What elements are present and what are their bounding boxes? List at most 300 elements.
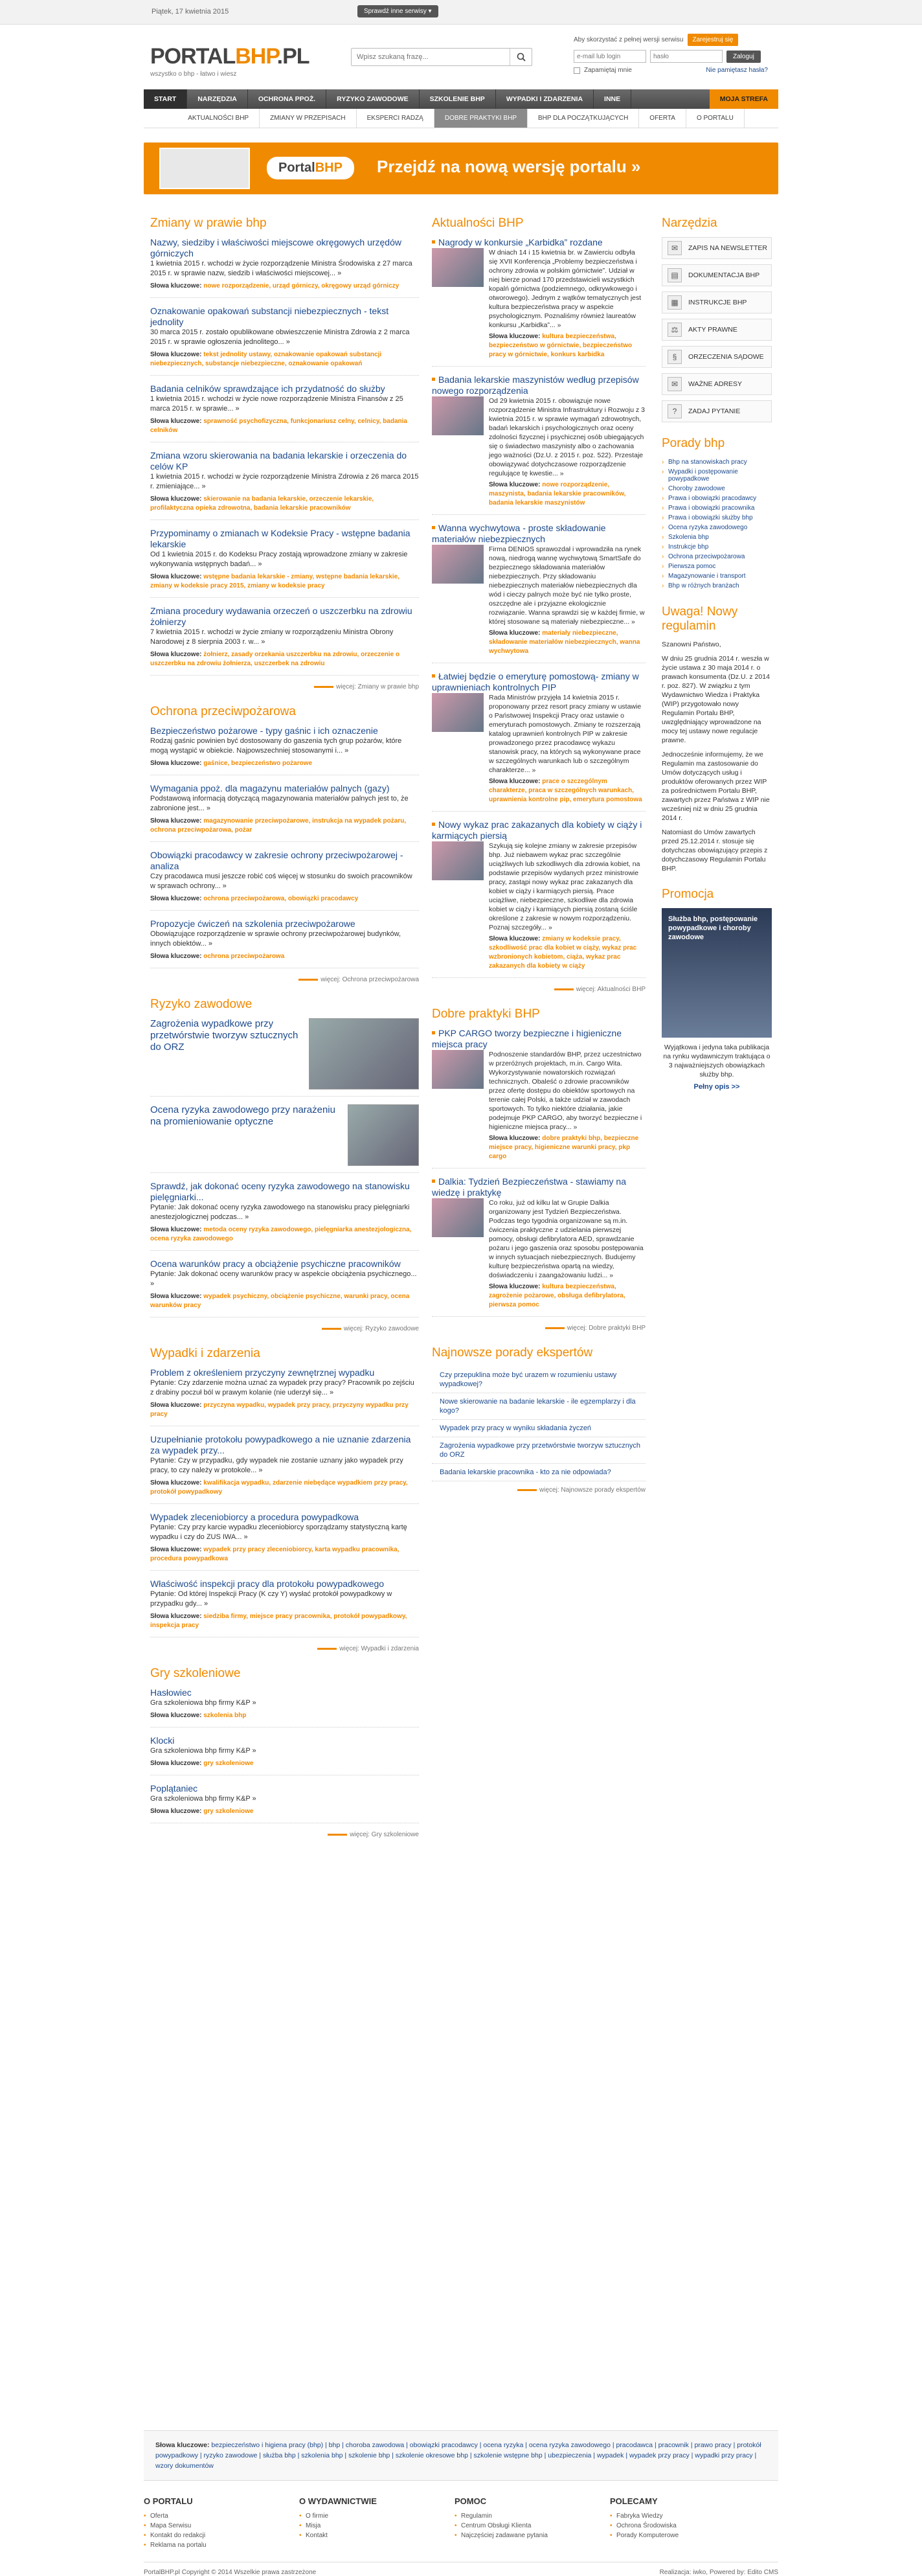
keywords-label: Słowa kluczowe: bbox=[150, 351, 204, 358]
search-input[interactable] bbox=[352, 49, 507, 65]
article-lead: Szykują się kolejne zmiany w zakresie przepisów bhp. Już niebawem wykaz prac szczególnie uciążliwych lub szkodliwych dla zdrowia kobiet, na podstawie przepisów wydanych przez ministrowie pracy, zastąpi nowy wykaz prac zakazanych dla kobiet w ciąży i karmiących piersią. Prace uciążliwe, niebezpieczne, szkodliwe dla zdrowia kobiet w ciąży i karmiących piersią zostaną ściśle określone z zakresie w nowym rozporządzeniu. Poznaj szczegóły... bbox=[489, 842, 640, 931]
tool-button[interactable] bbox=[662, 237, 772, 259]
more-bar bbox=[517, 1489, 537, 1491]
keywords-label: Słowa kluczowe: bbox=[489, 630, 543, 637]
footer-link[interactable]: • O firmie bbox=[299, 2511, 435, 2521]
keywords-values[interactable]: wypadek przy pracy zleceniobiorcy, karta wypadku pracownika, procedura powypadkowa bbox=[150, 1546, 399, 1562]
nav-wypadki[interactable]: WYPADKI I ZDARZENIA bbox=[496, 89, 594, 109]
article-title[interactable]: Zmiana procedury wydawania orzeczeń o uszczerbku na zdrowiu żołnierzy bbox=[150, 606, 412, 627]
more-bar bbox=[322, 1328, 341, 1330]
article bbox=[150, 1434, 419, 1504]
article-thumbnail[interactable] bbox=[432, 841, 484, 880]
expert-advice-item[interactable]: Nowe skierowanie na badanie lekarskie - ile egzemplarzy i dla kogo? bbox=[432, 1393, 646, 1420]
article bbox=[150, 528, 419, 598]
subnav-eksperci[interactable]: EKSPERCI RADZĄ bbox=[357, 109, 434, 128]
keywords-values[interactable]: nowe rozporządzenie, urząd górniczy, okręgowy urząd górniczy bbox=[203, 282, 399, 290]
footer-link[interactable]: • Najczęściej zadawane pytania bbox=[455, 2531, 590, 2540]
keywords-label: Słowa kluczowe: bbox=[489, 333, 543, 340]
footer-heading: POMOC bbox=[455, 2496, 487, 2506]
more-link[interactable] bbox=[150, 1325, 419, 1332]
article-lead: Firma DENIOS sprawozdał i wprowadziła na rynek nową, niedrogą wannę wychwytową SmartSafe do bezpiecznego składowania materiałów niebezpiecznych. Przy składowaniu niebezpiecznych materiałów niebezpiecznych dla wód i cieczy palnych może być nie tylko proste, oszczędne ale i przyjazne ekologicznie rozwiązanie. Wanna sprawdzi się w każdej firmie, w której stosowane są materiały niebezpieczne... bbox=[489, 545, 645, 626]
tool-label: ZAPIS NA NEWSLETTER bbox=[688, 244, 767, 252]
tool-button[interactable] bbox=[662, 291, 772, 313]
footer-link[interactable]: • Oferta bbox=[144, 2511, 280, 2521]
article-lead: W dniach 14 i 15 kwietnia br. w Zawierciu odbyła się XVII Konferencja „Problemy bezpieczeństwa i ochrony zdrowia w polskim górnictwie”. Udział w niej bierze ponad 170 przedstawicieli wszystkich kopalń górnictwa (podziemnego, odkrywkowego i otworowego). Jednym z wątków tematycznych jest kultura bezpieczeństwa pracy w aspekcie psychologicznym. Poznaliśmy również laureatów konkursu „Karbidka”... bbox=[489, 249, 642, 329]
article-keywords bbox=[150, 1292, 419, 1310]
more-arrow-icon[interactable]: » bbox=[530, 766, 536, 774]
footer-link[interactable]: • Mapa Serwisu bbox=[144, 2521, 280, 2531]
footer-heading: POLECAMY bbox=[610, 2496, 658, 2506]
article-lead: Pytanie: Jak dokonać oceny ryzyka zawodowego na stanowisku pracy pielęgniarki anestezjologicznej podczas... » bbox=[150, 1203, 410, 1221]
article-title[interactable]: Problem z określeniem przyczyny zewnętrznej wypadku bbox=[150, 1367, 375, 1378]
search-box bbox=[351, 48, 532, 66]
article-thumbnail[interactable] bbox=[432, 693, 484, 732]
article-title[interactable]: Badania celników sprawdzające ich przydatność do służby bbox=[150, 383, 385, 394]
feature-item bbox=[150, 1018, 419, 1097]
article-keywords bbox=[150, 952, 419, 961]
keywords-values[interactable]: gaśnice, bezpieczeństwo pożarowe bbox=[203, 760, 313, 767]
keywords-values[interactable]: metoda oceny ryzyka zawodowego, pielęgniarka anestezjologiczna, ocena ryzyka zawodowego bbox=[150, 1226, 412, 1242]
advice-link[interactable]: › Prawa i obowiązki pracownika bbox=[662, 503, 772, 513]
article-lead: Rodzaj gaśnic powinien być dostosowany do gaszenia tych grup pożarów, które mogą wystąpić w obiekcie. Najpowszechniej stosowanymi i... » bbox=[150, 737, 402, 755]
promo-text: Wyjątkowa i jedyna taka publikacja na rynku wydawniczym traktująca o 3 najważniejszych obowiązkach służby bhp. bbox=[663, 1043, 770, 1078]
keywords-label: Słowa kluczowe: bbox=[150, 1226, 204, 1233]
feature-title[interactable]: Ocena ryzyka zawodowego przy narażeniu na promieniowanie optyczne bbox=[150, 1104, 335, 1127]
subnav-oferta[interactable]: OFERTA bbox=[639, 109, 686, 128]
keywords-label: Słowa kluczowe: bbox=[150, 651, 204, 658]
footer-link[interactable]: • Fabryka Wiedzy bbox=[610, 2511, 746, 2521]
footer-column bbox=[144, 2496, 280, 2550]
article bbox=[150, 725, 419, 775]
article-lead: Od 1 kwietnia 2015 r. do Kodeksu Pracy zostają wprowadzone zmiany w zakresie wykonywania wstępnych badań... » bbox=[150, 551, 408, 568]
tool-button[interactable] bbox=[662, 346, 772, 368]
article-keywords bbox=[150, 573, 419, 591]
article-title[interactable]: Zmiana wzoru skierowania na badania lekarskie i orzeczenia do celów KP bbox=[150, 450, 407, 472]
footer-column bbox=[455, 2496, 590, 2550]
article-keywords bbox=[489, 481, 646, 508]
expert-advice-item[interactable]: Wypadek przy pracy w wyniku składania życzeń bbox=[432, 1420, 646, 1437]
article-keywords bbox=[150, 1711, 419, 1720]
more-link-label: więcej: Ryzyko zawodowe bbox=[343, 1325, 419, 1332]
article bbox=[150, 783, 419, 842]
keywords-label: Słowa kluczowe: bbox=[150, 573, 204, 580]
section-title: Uwaga! Nowy regulamin bbox=[662, 605, 738, 633]
keywords-label: Słowa kluczowe: bbox=[150, 895, 204, 902]
keywords-values[interactable]: dobre praktyki bhp, bezpieczne miejsce pracy, higieniczne warunki pracy, pkp cargo bbox=[489, 1135, 639, 1160]
keywords-values[interactable]: sprawność psychofizyczna, funkcjonariusz celny, celnicy, badania celników bbox=[150, 418, 407, 434]
more-arrow-icon[interactable]: » bbox=[327, 1389, 334, 1396]
nav-szkolenie[interactable]: SZKOLENIE BHP bbox=[420, 89, 496, 109]
more-link[interactable] bbox=[432, 1487, 646, 1494]
more-arrow-icon[interactable]: » bbox=[256, 560, 262, 568]
article-text bbox=[489, 396, 646, 508]
article-lead: Rada Ministrów przyjęła 14 kwietnia 2015 r. proponowany przez resort pracy zmiany w ustawie o Państwowej Inspekcji Pracy oraz ustawie o emeryturach pomostowych. Zmiany te rozszerzają katalog uprawnień kontrolnych PIP w zakresie prowadzonego przez pracodawcę wykazu stanowisk pracy, na których są wykonywane prace w szczególnych warunkach lub o szczególnym charakterze... bbox=[489, 694, 642, 774]
article bbox=[150, 1687, 419, 1727]
keywords-values[interactable]: prace o szczególnym charakterze, praca w szczególnych warunkach, uprawnienia kontrolne pip, emerytura pomostowa bbox=[489, 778, 642, 803]
nav-start[interactable]: START bbox=[144, 89, 187, 109]
tool-button[interactable] bbox=[662, 373, 772, 395]
article-title[interactable]: Klocki bbox=[150, 1735, 175, 1746]
site-logo[interactable]: PORTALBHP.PL wszystko o bhp - łatwo i wiesz bbox=[150, 44, 309, 78]
advice-link[interactable]: › Prawa i obowiązki pracodawcy bbox=[662, 494, 772, 503]
more-arrow-icon[interactable]: » bbox=[220, 882, 227, 890]
expert-advice-item[interactable]: Badania lekarskie pracownika - kto za nie odpowiada? bbox=[432, 1464, 646, 1481]
tool-button[interactable] bbox=[662, 264, 772, 286]
advice-link[interactable]: › Instrukcje bhp bbox=[662, 542, 772, 552]
advice-link[interactable]: › Prawa i obowiązki służby bhp bbox=[662, 513, 772, 523]
article-keywords bbox=[150, 1759, 419, 1768]
gavel-icon: ⚖ bbox=[668, 323, 682, 337]
article-lead: Czy pracodawca musi jeszcze robić coś więcej w stosunku do swoich pracowników w sprawach ochrony... » bbox=[150, 872, 412, 890]
article-thumbnail[interactable] bbox=[432, 248, 484, 287]
keywords-values[interactable]: nowe rozporządzenie, maszynista, badania lekarskie pracowników, badania lekarskie maszynistów bbox=[489, 481, 626, 507]
article bbox=[432, 523, 646, 663]
article bbox=[150, 1512, 419, 1571]
more-link-label: więcej: Wypadki i zdarzenia bbox=[339, 1645, 419, 1652]
article-title[interactable]: Poplątaniec bbox=[150, 1783, 198, 1794]
article-keywords bbox=[150, 417, 419, 435]
promo-book-cover[interactable] bbox=[662, 908, 772, 1038]
subnav-o-portalu[interactable]: O PORTALU bbox=[686, 109, 745, 128]
keywords-values[interactable]: wypadek psychiczny, obciążenie psychiczne, warunki pracy, ocena warunków pracy bbox=[150, 1293, 410, 1309]
article-lead: 1 kwietnia 2015 r. wchodzi w życie rozporządzenie Ministra Zdrowia z 26 marca 2015 r. zmieniające... » bbox=[150, 473, 419, 490]
footer-column bbox=[610, 2496, 746, 2550]
footer-link[interactable]: • Kontakt do redakcji bbox=[144, 2531, 280, 2540]
more-arrow-icon[interactable]: » bbox=[284, 338, 290, 346]
more-arrow-icon[interactable]: » bbox=[555, 321, 561, 329]
article-lead: Gra szkoleniowa bhp firmy K&P » bbox=[150, 1795, 256, 1803]
more-link-label: więcej: Dobre praktyki BHP bbox=[567, 1325, 646, 1332]
keywords-values[interactable]: kultura bezpieczeństwa, zagrożenie pożarowe, obsługa defibrylatora, pierwsza pomoc bbox=[489, 1283, 625, 1308]
keywords-label: Słowa kluczowe: bbox=[489, 778, 543, 785]
keywords-label: Słowa kluczowe: bbox=[150, 1712, 204, 1719]
more-link[interactable] bbox=[150, 976, 419, 983]
keywords-values[interactable]: wstępne badania lekarskie - zmiany, wstępne badania lekarskie, zmiany w kodeksie pracy 2015, zmiany w kodeksie pracy bbox=[150, 573, 399, 589]
middle-column bbox=[432, 202, 646, 1500]
article-title[interactable]: Nowy wykaz prac zakazanych dla kobiety w ciąży i karmiących piersią bbox=[432, 819, 642, 841]
document-icon: ▤ bbox=[668, 268, 682, 282]
article-keywords bbox=[150, 350, 419, 369]
more-arrow-icon[interactable]: » bbox=[243, 1213, 249, 1221]
banner-logo: PortalBHP bbox=[267, 157, 354, 179]
footer-link[interactable]: • Porady Komputerowe bbox=[610, 2531, 746, 2540]
advice-link[interactable]: › Bhp na stanowiskach pracy bbox=[662, 457, 772, 467]
keywords-label: Słowa kluczowe: bbox=[150, 1613, 204, 1620]
footer-link[interactable]: • Misja bbox=[299, 2521, 435, 2531]
advice-link[interactable]: › Bhp w różnych branżach bbox=[662, 581, 772, 591]
search-button[interactable] bbox=[510, 49, 532, 65]
keywords-label: Słowa kluczowe: bbox=[150, 817, 204, 825]
site-header bbox=[144, 25, 778, 89]
advice-link[interactable]: › Ochrona przeciwpożarowa bbox=[662, 552, 772, 562]
other-services-dropdown[interactable]: Sprawdź inne serwisy ▾ bbox=[357, 5, 438, 17]
more-link-label: więcej: Najnowsze porady ekspertów bbox=[539, 1487, 646, 1494]
article-title[interactable]: Bezpieczeństwo pożarowe - typy gaśnic i ich oznaczenie bbox=[150, 725, 378, 736]
article-lead: Co roku, już od kilku lat w Grupie Dalkia organizowany jest Tydzień Bezpieczeństwa. Podczas tego tygodnia organizowane są m.in. ćwiczenia praktyczne z udzielania pierwszej pomocy, obsługi defibrylatora AED, sprawdzanie pożaru i jego gaszenia oraz sposobu postępowania w innych sytuacjach niebezpiecznych. Budujemy kulturę bezpieczeństwa opartą na wiedzy, doświadczeniu i zaangażowaniu ludzi... bbox=[489, 1199, 644, 1279]
notice-paragraph: Szanowni Państwo, bbox=[662, 641, 721, 648]
more-bar bbox=[554, 988, 574, 990]
article-title[interactable]: Nagrody w konkursie „Karbidka” rozdane bbox=[432, 237, 603, 247]
more-link-label: więcej: Zmiany w prawie bhp bbox=[336, 683, 419, 690]
more-arrow-icon[interactable]: » bbox=[233, 405, 240, 413]
article-thumbnail[interactable] bbox=[432, 396, 484, 435]
article bbox=[432, 374, 646, 515]
tool-label: DOKUMENTACJA BHP bbox=[688, 271, 760, 279]
footer-link[interactable]: • Centrum Obsługi Klienta bbox=[455, 2521, 590, 2531]
article bbox=[150, 383, 419, 442]
remember-label: Zapamiętaj mnie bbox=[584, 67, 632, 74]
more-arrow-icon[interactable]: » bbox=[335, 269, 342, 277]
article-body bbox=[432, 545, 646, 656]
article-keywords bbox=[150, 817, 419, 835]
article-title[interactable]: Wypadek zleceniobiorcy a procedura powypadkowa bbox=[150, 1512, 359, 1522]
login-field[interactable] bbox=[574, 50, 646, 63]
article-title[interactable]: Wymagania ppoż. dla magazynu materiałów palnych (gazy) bbox=[150, 783, 390, 793]
article-title[interactable]: Ocena warunków pracy a obciążenie psychiczne pracowników bbox=[150, 1259, 401, 1269]
advice-link[interactable]: › Wypadki i postępowanie powypadkowe bbox=[662, 467, 772, 484]
more-link-label: więcej: Ochrona przeciwpożarowa bbox=[320, 976, 419, 983]
more-arrow-icon[interactable]: » bbox=[250, 1747, 256, 1755]
article-lead: Od 29 kwietnia 2015 r. obowiązuje nowe rozporządzenie Ministra Infrastruktury i Rozwoju z 3 kwietnia 2015 r. w sprawie wymagań zdrowotnych, badań lekarskich i psychologicznych oraz oceny zdolności fizycznej i psychicznej osób ubiegających się o świadectwo maszynisty albo o zachowania jego ważności (Dz.U. z 2015 r. poz. 522). Przestaje obowiązywać dotychczasowe rozporządzenie regulujące tę kwestie... bbox=[489, 397, 646, 477]
section-title: Narzędzia bbox=[662, 216, 717, 230]
article-lead: Obowiązujące rozporządzenie w sprawie ochrony przeciwpożarowej budynków, innych obiektów... » bbox=[150, 930, 401, 948]
article-thumbnail[interactable] bbox=[432, 1198, 484, 1237]
article-title[interactable]: Sprawdź, jak dokonać oceny ryzyka zawodowego na stanowisku pielęgniarki... bbox=[150, 1181, 410, 1202]
article-keywords bbox=[150, 282, 419, 291]
more-link[interactable] bbox=[432, 1325, 646, 1332]
right-column bbox=[662, 202, 772, 1091]
article-keywords bbox=[489, 777, 646, 804]
keywords-label: Słowa kluczowe: bbox=[150, 282, 204, 290]
keywords-values[interactable]: przyczyna wypadku, wypadek przy pracy, przyczyny wypadku przy pracy bbox=[150, 1402, 409, 1418]
feature-image[interactable] bbox=[348, 1104, 419, 1166]
question-icon: ? bbox=[668, 404, 682, 418]
more-arrow-icon[interactable]: » bbox=[557, 470, 564, 477]
main-nav bbox=[144, 89, 778, 109]
article-text bbox=[489, 841, 646, 971]
login-button[interactable]: Zaloguj bbox=[726, 51, 761, 63]
section-title: Aktualności BHP bbox=[432, 216, 524, 230]
article-title[interactable]: Oznakowanie opakowań substancji niebezpiecznych - tekst jednolity bbox=[150, 306, 389, 327]
more-bar bbox=[328, 1834, 347, 1836]
password-field[interactable] bbox=[650, 50, 723, 63]
more-link[interactable] bbox=[150, 1645, 419, 1652]
book-icon: ▦ bbox=[668, 295, 682, 310]
article-body bbox=[432, 1050, 646, 1161]
forgot-password-link[interactable]: Nie pamiętasz hasła? bbox=[706, 67, 768, 74]
article-body bbox=[432, 693, 646, 804]
keywords-label: Słowa kluczowe: bbox=[155, 2441, 210, 2449]
tool-label: WAŻNE ADRESY bbox=[688, 380, 743, 388]
article-body bbox=[432, 248, 646, 359]
promo-link[interactable]: Pełny opis >> bbox=[693, 1083, 740, 1091]
login-prompt: Aby skorzystać z pełnej wersji serwisu bbox=[574, 36, 684, 43]
feature-image[interactable] bbox=[309, 1018, 419, 1089]
article-keywords bbox=[489, 1282, 646, 1310]
nav-ryzyko[interactable]: RYZYKO ZAWODOWE bbox=[326, 89, 419, 109]
advice-link[interactable]: › Ocena ryzyka zawodowego bbox=[662, 523, 772, 532]
keywords-values[interactable]: żołnierz, zasady orzekania uszczerbku na zdrowiu, orzeczenie o uszczerbku na zdrowiu żołnierza, uszczerbek na zdrowiu bbox=[150, 651, 400, 667]
footer-link[interactable]: • Reklama na portalu bbox=[144, 2540, 280, 2550]
article-lead: 1 kwietnia 2015 r. wchodzi w życie rozporządzenie Ministra Środowiska z 27 marca 2015 r. w sprawie nazw, siedzib i właściwości miejscowej... » bbox=[150, 260, 412, 277]
keywords-values[interactable]: tekst jednolity ustawy, oznakowanie opakowań substancji niebezpiecznych, substancje niebezpieczne, oznakowanie opakowań bbox=[150, 351, 382, 367]
article-body bbox=[432, 396, 646, 508]
article-title[interactable]: Uzupełnianie protokołu powypadkowego a nie uznanie zdarzenia za wypadek przy... bbox=[150, 1434, 411, 1455]
keywords-values[interactable]: szkolenia bhp bbox=[203, 1712, 247, 1719]
article-lead: Pytanie: Czy zdarzenie można uznać za wypadek przy pracy? Pracownik po zejściu z drabiny poczuł ból w prawym kolanie (nie uderzył się... » bbox=[150, 1379, 414, 1396]
paragraph-icon: § bbox=[668, 350, 682, 364]
footer-heading: O PORTALU bbox=[144, 2496, 193, 2506]
nav-ochrona[interactable]: OCHRONA PPOŻ. bbox=[248, 89, 326, 109]
article-title[interactable]: Obowiązki pracodawcy w zakresie ochrony przeciwpożarowej - analiza bbox=[150, 850, 403, 871]
footer-heading: O WYDAWNICTWIE bbox=[299, 2496, 377, 2506]
article-body bbox=[432, 841, 646, 971]
section-title: Najnowsze porady ekspertów bbox=[432, 1346, 593, 1360]
article-thumbnail[interactable] bbox=[432, 1050, 484, 1089]
footer bbox=[144, 2496, 778, 2550]
more-arrow-icon[interactable]: » bbox=[259, 638, 265, 646]
article-title[interactable]: PKP CARGO tworzy bezpieczne i higieniczne miejsca pracy bbox=[432, 1028, 622, 1049]
section-title: Dobre praktyki BHP bbox=[432, 1007, 540, 1021]
subnav-zmiany[interactable]: ZMIANY W PRZEPISACH bbox=[260, 109, 357, 128]
more-arrow-icon[interactable]: » bbox=[250, 1699, 256, 1707]
more-arrow-icon[interactable]: » bbox=[343, 747, 349, 755]
subnav-aktualnosci[interactable]: AKTUALNOŚCI BHP bbox=[177, 109, 260, 128]
section-title: Gry szkoleniowe bbox=[150, 1667, 241, 1680]
more-arrow-icon[interactable]: » bbox=[256, 1466, 263, 1474]
keywords-label: Słowa kluczowe: bbox=[489, 481, 543, 488]
more-link-label: więcej: Aktualności BHP bbox=[576, 986, 646, 993]
more-arrow-icon[interactable]: » bbox=[199, 483, 206, 490]
article-title[interactable]: Wanna wychwytowa - proste składowanie materiałów niebezpiecznych bbox=[432, 523, 606, 544]
article-lead: Pytanie: Jak dokonać oceny warunków pracy w aspekcie obciążenia psychicznego... » bbox=[150, 1270, 417, 1288]
more-arrow-icon[interactable]: » bbox=[607, 1271, 614, 1279]
nav-narzedzia[interactable]: NARZĘDZIA bbox=[187, 89, 248, 109]
tool-button[interactable] bbox=[662, 400, 772, 422]
more-link[interactable] bbox=[150, 1831, 419, 1838]
article bbox=[150, 1579, 419, 1637]
feature-title[interactable]: Zagrożenia wypadkowe przy przetwórstwie tworzyw sztucznych do ORZ bbox=[150, 1018, 298, 1053]
more-link[interactable] bbox=[432, 986, 646, 993]
article-title[interactable]: Właściwość inspekcji pracy dla protokołu powypadkowego bbox=[150, 1579, 385, 1589]
advice-link[interactable]: › Pierwsza pomoc bbox=[662, 562, 772, 571]
keywords-values[interactable]: ochrona przeciwpożarowa, obowiązki pracodawcy bbox=[203, 895, 359, 902]
keywords-values[interactable]: siedziba firmy, miejsce pracy pracownika, protokół powypadkowy, inspekcja pracy bbox=[150, 1613, 407, 1629]
envelope-icon: ✉ bbox=[668, 241, 682, 255]
more-arrow-icon[interactable]: » bbox=[546, 924, 552, 931]
more-bar bbox=[545, 1327, 565, 1329]
more-arrow-icon[interactable]: » bbox=[250, 1795, 256, 1803]
section-title: Wypadki i zdarzenia bbox=[150, 1347, 260, 1360]
article-title[interactable]: Łatwiej będzie o emeryturę pomostową- zmiany w uprawnieniach kontrolnych PIP bbox=[432, 671, 639, 692]
footer-list bbox=[299, 2511, 435, 2540]
article-title[interactable]: Przypominamy o zmianach w Kodeksie Pracy - wstępne badania lekarskie bbox=[150, 528, 410, 549]
article-keywords bbox=[489, 935, 646, 971]
remember-checkbox[interactable] bbox=[574, 67, 580, 74]
more-arrow-icon[interactable]: » bbox=[201, 1600, 208, 1608]
keywords-values[interactable]: kultura bezpieczeństwa, bezpieczeństwo w górnictwie, bezpieczeństwo pracy w górnictwie, konkurs karbidka bbox=[489, 333, 633, 358]
article bbox=[150, 1735, 419, 1775]
footer-link[interactable]: • Ochrona Środowiska bbox=[610, 2521, 746, 2531]
more-bar bbox=[298, 979, 318, 981]
site-tagline: wszystko o bhp - łatwo i wiesz bbox=[150, 71, 237, 78]
keywords-label: Słowa kluczowe: bbox=[489, 1135, 543, 1142]
more-arrow-icon[interactable]: » bbox=[204, 804, 210, 812]
footer-list bbox=[455, 2511, 590, 2540]
advice-link[interactable]: › Szkolenia bhp bbox=[662, 532, 772, 542]
expert-advice-item[interactable]: Czy przepuklina może być urazem w rozumieniu ustawy wypadkowej? bbox=[432, 1367, 646, 1393]
article-keywords bbox=[150, 1479, 419, 1497]
copyright-text: PortalBHP.pl Copyright © 2014 Wszelkie prawa zastrzeżone bbox=[144, 2569, 317, 2576]
more-arrow-icon[interactable]: » bbox=[242, 1533, 248, 1541]
keywords-values[interactable]: ochrona przeciwpożarowa bbox=[203, 953, 285, 960]
nav-inne[interactable]: INNE bbox=[594, 89, 631, 109]
advice-list bbox=[662, 457, 772, 591]
article-title[interactable]: Dalkia: Tydzień Bezpieczeństwa - stawiamy na wiedzę i praktykę bbox=[432, 1176, 626, 1198]
register-button[interactable]: Zarejestruj się bbox=[688, 34, 739, 46]
more-link[interactable] bbox=[150, 683, 419, 690]
keywords-values[interactable]: gry szkoleniowe bbox=[203, 1808, 254, 1815]
more-arrow-icon[interactable]: » bbox=[206, 940, 213, 948]
keywords-values[interactable]: zmiany w kodeksie pracy, szkodliwość prac dla kobiet w ciąży, wykaz prac wzbronionych kobietom, ciąża, wykaz prac zakazanych dla kobiety w ciąży bbox=[489, 935, 637, 970]
article bbox=[150, 606, 419, 676]
nav-moja-strefa[interactable]: MOJA STREFA bbox=[710, 89, 778, 109]
more-arrow-icon[interactable]: » bbox=[629, 618, 635, 626]
more-bar bbox=[317, 1648, 337, 1650]
article-thumbnail[interactable] bbox=[432, 545, 484, 584]
keywords-label: Słowa kluczowe: bbox=[150, 1808, 204, 1815]
top-strip bbox=[0, 0, 922, 25]
section-title: Ryzyko zawodowe bbox=[150, 997, 253, 1011]
notice-paragraph: W dniu 25 grudnia 2014 r. weszła w życie ustawa z 30 maja 2014 r. o prawach konsumenta (Dz.U. z 2014 r. poz. 827). W związku z tym Wydawnictwo Wiedza i Praktyka (WIP) przygotowało nowy Regulamin Portalu BHP, uwzględniający wprowadzone na mocy tej ustawy nowe regulacje prawne. bbox=[662, 655, 770, 744]
subnav-dobre-praktyki[interactable]: DOBRE PRAKTYKI BHP bbox=[434, 109, 528, 128]
advice-link[interactable]: › Magazynowanie i transport bbox=[662, 571, 772, 581]
keywords-values[interactable]: gry szkoleniowe bbox=[203, 1760, 254, 1767]
article-lead: Gra szkoleniowa bhp firmy K&P » bbox=[150, 1699, 256, 1707]
more-link-label: więcej: Gry szkoleniowe bbox=[350, 1831, 419, 1838]
article-title[interactable]: Propozycje ćwiczeń na szkolenia przeciwpożarowe bbox=[150, 918, 355, 929]
keywords-values[interactable]: kwalifikacja wypadku, zdarzenie niebędące wypadkiem przy pracy, protokół powypadkowy bbox=[150, 1479, 408, 1496]
footer-link[interactable]: • Kontakt bbox=[299, 2531, 435, 2540]
footer-link[interactable]: • Regulamin bbox=[455, 2511, 590, 2521]
article-title[interactable]: Nazwy, siedziby i właściwości miejscowe okręgowych urzędów górniczych bbox=[150, 237, 401, 258]
credit-text: Realizacja: iwko, Powered by: Edito CMS bbox=[659, 2569, 778, 2576]
article bbox=[432, 671, 646, 812]
article-title[interactable]: Badania lekarskie maszynistów według przepisów nowego rozporządzenia bbox=[432, 374, 639, 396]
more-arrow-icon[interactable]: » bbox=[150, 1280, 155, 1288]
article-text bbox=[489, 1050, 646, 1161]
article-keywords bbox=[150, 495, 419, 513]
article-keywords bbox=[150, 1225, 419, 1244]
article-lead: 7 kwietnia 2015 r. wchodzi w życie zmiany w rozporządzeniu Ministra Obrony Narodowej z 8 sierpnia 2003 r. w... » bbox=[150, 628, 394, 646]
keywords-values[interactable]: skierowanie na badania lekarskie, orzeczenie lekarskie, profilaktyczna opieka zdrowotna, badania lekarskie pracowników bbox=[150, 496, 374, 512]
more-arrow-icon[interactable]: » bbox=[571, 1123, 578, 1131]
expert-advice-item[interactable]: Zagrożenia wypadkowe przy przetwórstwie tworzyw sztucznych do ORZ bbox=[432, 1437, 646, 1464]
article-keywords bbox=[150, 1401, 419, 1419]
article-text bbox=[489, 545, 646, 656]
subnav-poczatkujacy[interactable]: BHP DLA POCZĄTKUJĄCYCH bbox=[528, 109, 639, 128]
article-lead: Pytanie: Czy w przypadku, gdy wypadek nie zostanie uznany jako wypadek przy pracy, to czy należy w protokole... » bbox=[150, 1457, 403, 1474]
article-keywords bbox=[150, 895, 419, 904]
keywords-list[interactable]: bezpieczeństwo i higiena pracy (bhp) | bhp | choroba zawodowa | obowiązki pracodawcy | ocena ryzyka | ocena ryzyka zawodowego | pracodawca | pracownik | prawo pracy | protokół powypadkowy | ryzyko zawodowe | służba bhp | szkolenia bhp | szkolenie bhp | szkolenie okresowe bhp | szkolenie wstępne bhp | ubezpieczenia | wypadek | wypadek przy pracy | wypadki przy pracy | wzory dokumentów bbox=[155, 2441, 761, 2470]
advice-link[interactable]: › Choroby zawodowe bbox=[662, 484, 772, 494]
article-lead: Pytanie: Od której Inspekcji Pracy (K czy Y) wysłać protokół powypadkowy w przypadku gdy... » bbox=[150, 1590, 392, 1608]
new-version-banner[interactable] bbox=[144, 142, 778, 194]
tool-button[interactable] bbox=[662, 319, 772, 341]
article-title[interactable]: Hasłowiec bbox=[150, 1687, 192, 1698]
keywords-values[interactable]: materiały niebezpieczne, składowanie materiałów niebezpiecznych, wanna wychwytowa bbox=[489, 630, 640, 655]
keywords-values[interactable]: magazynowanie przeciwpożarowe, instrukcja na wypadek pożaru, ochrona przeciwpożarowa, pożar bbox=[150, 817, 407, 834]
